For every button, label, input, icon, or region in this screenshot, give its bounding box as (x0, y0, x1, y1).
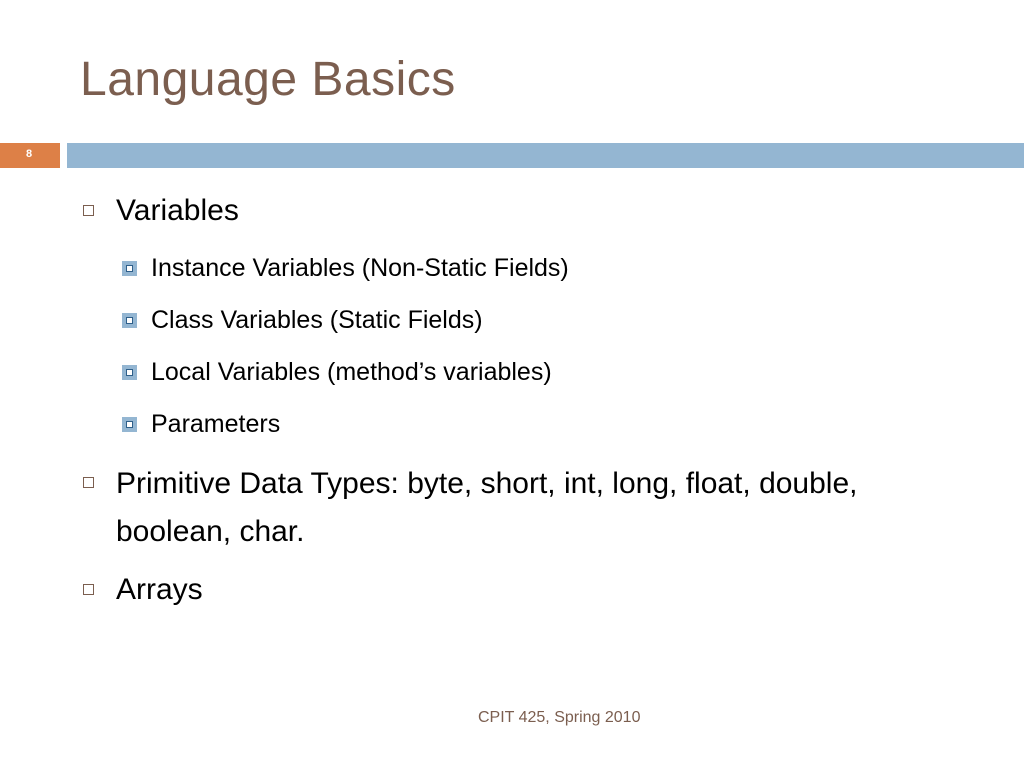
title-divider-bar (67, 143, 1024, 168)
sub-bullet-text: Local Variables (method’s variables) (151, 358, 552, 386)
bullet-text: Variables (116, 194, 239, 227)
square-sub-bullet-icon (122, 417, 137, 432)
slide-footer: CPIT 425, Spring 2010 (478, 709, 641, 726)
hollow-square-bullet-icon (83, 477, 94, 488)
bullet-text: Primitive Data Types: byte, short, int, long, float, double, boolean, char. (116, 467, 858, 548)
sub-bullet-text: Parameters (151, 410, 281, 438)
hollow-square-bullet-icon (83, 584, 94, 595)
square-sub-bullet-icon (122, 261, 137, 276)
square-sub-bullet-icon (122, 365, 137, 380)
hollow-square-bullet-icon (83, 205, 94, 216)
square-sub-bullet-icon (122, 313, 137, 328)
slide-title: Language Basics (80, 53, 456, 106)
slide-number-bar (0, 143, 60, 168)
slide-number: 8 (26, 148, 33, 160)
sub-bullet-text: Class Variables (Static Fields) (151, 306, 483, 334)
bullet-text: Arrays (116, 573, 203, 606)
sub-bullet-text: Instance Variables (Non-Static Fields) (151, 254, 569, 282)
